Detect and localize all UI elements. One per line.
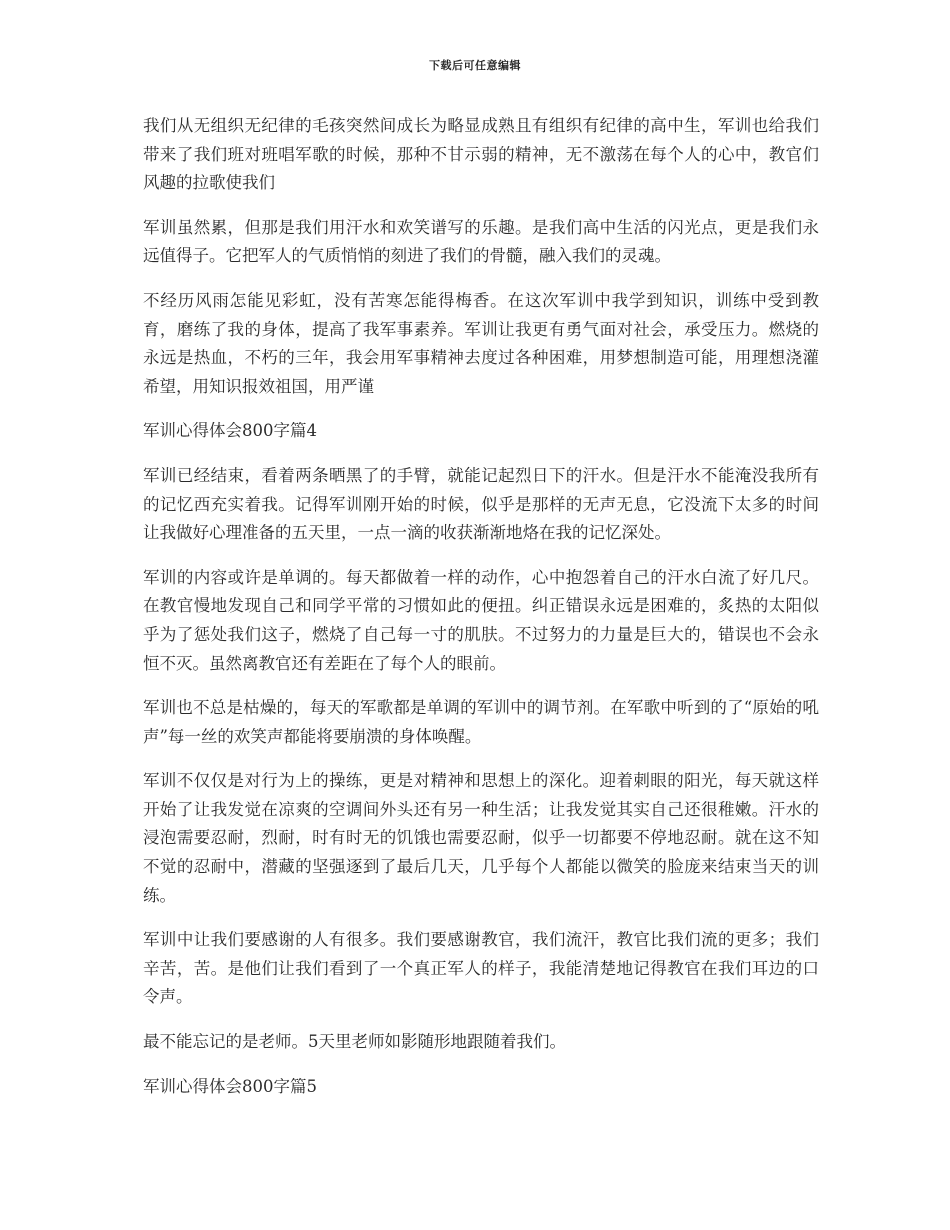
section-heading: 军训心得体会800字篇5 xyxy=(143,1076,317,1096)
paragraph: 军训中让我们要感谢的人有很多。我们要感谢教官，我们流汗，教官比我们流的更多；我们辛苦，苦。是他们让我们看到了一个真正军人的样子，我能清楚地记得教官在我们耳边的口令声。 xyxy=(143,930,819,1007)
paragraph: 军训也不总是枯燥的，每天的军歌都是单调的军训中的调节剂。在军歌中听到的了“原始的吼声”每一丝的欢笑声都能将要崩溃的身体唤醒。 xyxy=(143,698,819,746)
paragraph: 军训的内容或许是单调的。每天都做着一样的动作，心中抱怨着自己的汗水白流了好几尺。在教官慢地发现自己和同学平常的习惯如此的便扭。纠正错误永远是困难的，炙热的太阳似乎为了惩处我们这子，燃烧了自己每一寸的肌肤。不过努力的力量是巨大的，错误也不会永恒不灭。虽然离教官还有差距在了每个人的眼前。 xyxy=(143,567,819,673)
page-header: 下载后可任意编辑 xyxy=(429,59,521,72)
paragraph: 我们从无组织无纪律的毛孩突然间成长为略显成熟且有组织有纪律的高中生，军训也给我们带来了我们班对班唱军歌的时候，那种不甘示弱的精神，无不激荡在每个人的心中，教官们风趣的拉歌使我们 xyxy=(143,116,819,193)
section-heading: 军训心得体会800字篇4 xyxy=(143,421,317,441)
paragraph: 不经历风雨怎能见彩虹，没有苦寒怎能得梅香。在这次军训中我学到知识，训练中受到教育，磨练了我的身体，提高了我军事素养。军训让我更有勇气面对社会，承受压力。燃烧的永远是热血，不朽的三年，我会用军事精神去度过各种困难，用梦想制造可能，用理想浇灌希望，用知识报效祖国，用严谨 xyxy=(143,290,819,396)
document-body xyxy=(143,112,819,1117)
paragraph: 军训不仅仅是对行为上的操练，更是对精神和思想上的深化。迎着刺眼的阳光，每天就这样开始了让我发觉在凉爽的空调间外头还有另一种生活；让我发觉其实自己还很稚嫩。汗水的浸泡需要忍耐，烈耐，时有时无的饥饿也需要忍耐，似乎一切都要不停地忍耐。就在这不知不觉的忍耐中，潜藏的坚强逐到了最后几天，几乎每个人都能以微笑的脸庞来结束当天的训练。 xyxy=(143,771,819,905)
paragraph: 军训虽然累，但那是我们用汗水和欢笑谱写的乐趣。是我们高中生活的闪光点，更是我们永远值得子。它把军人的气质悄悄的刻进了我们的骨髓，融入我们的灵魂。 xyxy=(143,217,819,266)
paragraph: 最不能忘记的是老师。5天里老师如影随形地跟随着我们。 xyxy=(143,1032,566,1052)
paragraph: 军训已经结束，看着两条晒黑了的手臂，就能记起烈日下的汗水。但是汗水不能淹没我所有的记忆西充实着我。记得军训刚开始的时候，似乎是那样的无声无息，它没流下太多的时间让我做好心理准备的五天里，一点一滴的收获渐渐地烙在我的记忆深处。 xyxy=(143,465,819,543)
